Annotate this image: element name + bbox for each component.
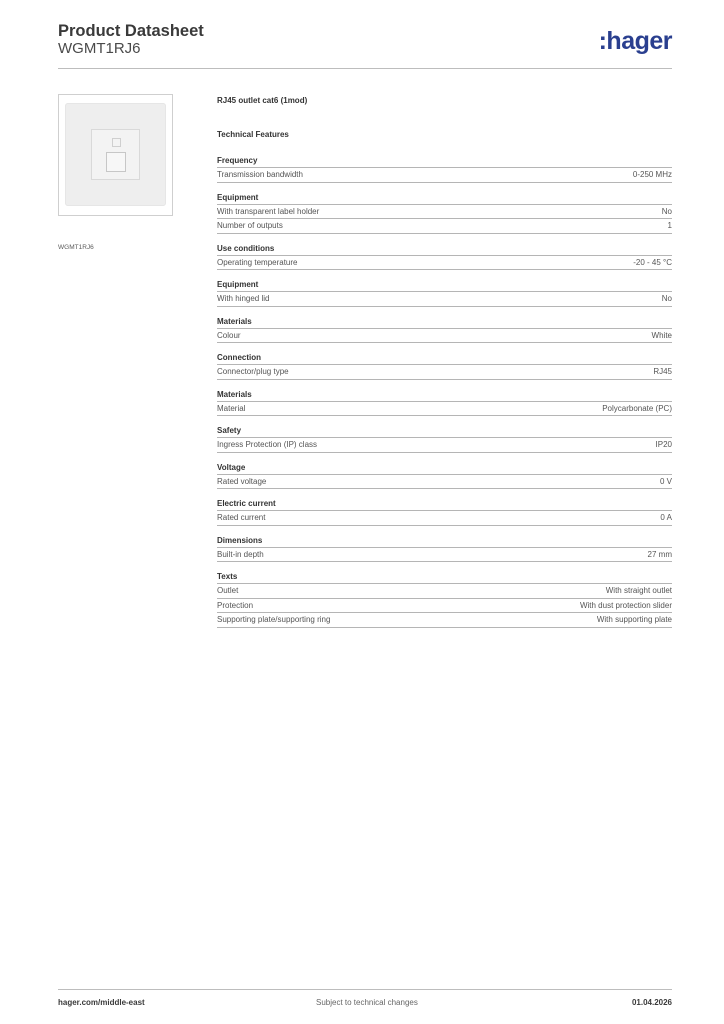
feature-value: Polycarbonate (PC) xyxy=(602,403,672,413)
feature-value: 0-250 MHz xyxy=(632,170,672,179)
feature-value: With dust protection slider xyxy=(579,600,672,610)
feature-row xyxy=(217,329,672,344)
feature-row xyxy=(217,292,672,307)
feature-label: Rated voltage xyxy=(217,476,267,486)
feature-row xyxy=(217,475,672,490)
feature-label: Supporting plate/supporting ring xyxy=(217,615,331,624)
feature-value: No xyxy=(661,206,672,216)
feature-group xyxy=(217,244,672,271)
feature-value: With straight outlet xyxy=(605,586,672,595)
feature-value: 1 xyxy=(667,221,672,230)
feature-label: With transparent label holder xyxy=(217,206,320,216)
header-divider xyxy=(58,68,672,69)
product-name: RJ45 outlet cat6 (1mod) xyxy=(217,96,308,105)
group-title: Safety xyxy=(217,426,672,438)
feature-value: 0 A xyxy=(660,513,672,522)
feature-row xyxy=(217,256,672,271)
feature-value: 27 mm xyxy=(647,549,672,559)
feature-row xyxy=(217,438,672,453)
footer-divider xyxy=(58,989,672,990)
feature-value: No xyxy=(661,294,672,303)
feature-row xyxy=(217,511,672,526)
page-header xyxy=(58,22,672,68)
feature-value: RJ45 xyxy=(653,367,672,376)
feature-label: Number of outputs xyxy=(217,221,283,230)
feature-group xyxy=(217,572,672,628)
group-title: Use conditions xyxy=(217,244,672,256)
feature-row xyxy=(217,548,672,563)
feature-row xyxy=(217,205,672,220)
feature-label: With hinged lid xyxy=(217,294,270,303)
feature-group xyxy=(217,280,672,307)
feature-label: Connector/plug type xyxy=(217,367,289,376)
feature-group xyxy=(217,463,672,490)
feature-group xyxy=(217,390,672,417)
feature-row xyxy=(217,365,672,380)
feature-row xyxy=(217,613,672,628)
group-title: Materials xyxy=(217,390,672,402)
feature-label: Operating temperature xyxy=(217,257,298,267)
feature-value: With supporting plate xyxy=(596,615,672,624)
group-title: Connection xyxy=(217,353,672,365)
feature-value: IP20 xyxy=(655,440,672,449)
feature-value: White xyxy=(651,330,672,340)
feature-groups xyxy=(217,156,672,628)
group-title: Equipment xyxy=(217,193,672,205)
technical-content xyxy=(217,96,672,638)
footer-notice: Subject to technical changes xyxy=(316,998,418,1007)
feature-label: Ingress Protection (IP) class xyxy=(217,440,318,449)
features-heading: Technical Features xyxy=(217,130,289,139)
feature-label: Colour xyxy=(217,330,241,340)
group-title: Electric current xyxy=(217,499,672,511)
feature-label: Material xyxy=(217,403,246,413)
image-caption: WGMT1RJ6 xyxy=(58,244,94,251)
feature-value: -20 - 45 °C xyxy=(633,257,672,267)
label-holder-icon xyxy=(112,138,121,147)
group-title: Voltage xyxy=(217,463,672,475)
feature-group xyxy=(217,156,672,183)
feature-row xyxy=(217,599,672,614)
outlet-module xyxy=(91,129,140,180)
feature-label: Built-in depth xyxy=(217,549,264,559)
feature-row xyxy=(217,402,672,417)
outlet-plate-icon xyxy=(65,103,166,206)
feature-group xyxy=(217,536,672,563)
group-title: Equipment xyxy=(217,280,672,292)
hager-logo: :hager xyxy=(598,27,672,55)
feature-label: Protection xyxy=(217,600,254,610)
feature-label: Transmission bandwidth xyxy=(217,170,303,179)
footer-date: 01.04.2026 xyxy=(631,998,672,1007)
group-title: Materials xyxy=(217,317,672,329)
feature-row xyxy=(217,219,672,234)
feature-value: 0 V xyxy=(659,476,672,486)
footer-website: hager.com/middle-east xyxy=(58,998,145,1007)
feature-group xyxy=(217,317,672,344)
feature-row xyxy=(217,168,672,183)
feature-group xyxy=(217,193,672,234)
group-title: Texts xyxy=(217,572,672,584)
feature-label: Outlet xyxy=(217,586,239,595)
feature-group xyxy=(217,499,672,526)
feature-label: Rated current xyxy=(217,513,266,522)
group-title: Frequency xyxy=(217,156,672,168)
group-title: Dimensions xyxy=(217,536,672,548)
product-image xyxy=(58,94,173,216)
feature-group xyxy=(217,426,672,453)
product-reference: WGMT1RJ6 xyxy=(58,40,141,57)
document-title: Product Datasheet xyxy=(58,22,204,40)
rj45-socket-icon xyxy=(106,152,126,172)
feature-row xyxy=(217,584,672,599)
feature-group xyxy=(217,353,672,380)
